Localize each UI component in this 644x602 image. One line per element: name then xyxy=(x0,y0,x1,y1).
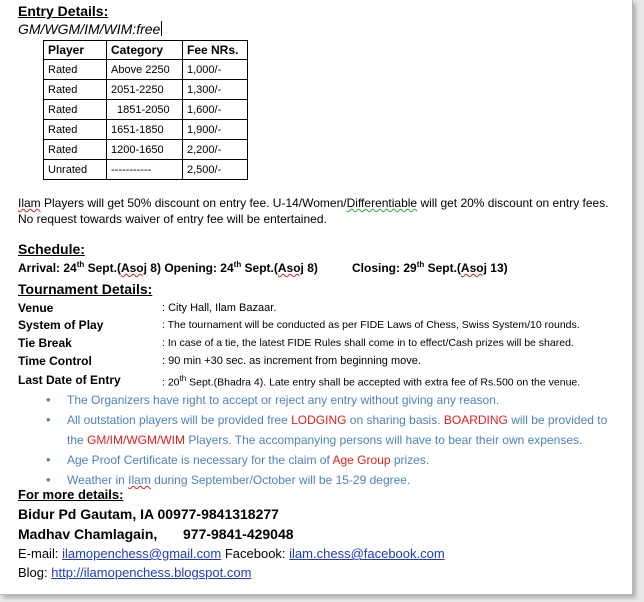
last-date-value xyxy=(162,374,580,389)
col-header-player: Player xyxy=(44,41,107,60)
venue-label: Venue xyxy=(18,301,54,315)
table-row xyxy=(44,120,248,140)
note-lodging-1: All outstation players will be provided free xyxy=(67,413,292,427)
cell-fee: 1,600/- xyxy=(183,100,248,120)
age-group-highlight: Age Group xyxy=(332,453,391,467)
free-entry-line xyxy=(18,21,162,37)
last-date-label: Last Date of Entry xyxy=(18,373,121,387)
note-age-2: prizes. xyxy=(390,453,430,467)
contact-person-2-phone: 977-9841-429048 xyxy=(183,526,294,542)
titles-highlight: GM/IM/WGM/WIM xyxy=(87,433,185,447)
cell-player: Rated xyxy=(44,60,107,80)
entry-fee-table xyxy=(43,40,248,180)
time-control-label: Time Control xyxy=(18,354,92,368)
discount-paragraph xyxy=(18,195,609,227)
cell-player: Unrated xyxy=(44,160,107,180)
list-item xyxy=(46,410,626,450)
lodging-highlight: LODGING xyxy=(291,413,347,427)
arrival-month: Sept.( xyxy=(84,261,121,275)
email-line xyxy=(18,546,445,561)
note-age-1: Age Proof Certificate is necessary for the claim of xyxy=(67,453,333,467)
ilam-word: Ilam xyxy=(18,196,41,210)
email-link[interactable]: ilamopenchess@gmail.com xyxy=(62,546,222,561)
arrival-sup: th xyxy=(76,260,85,269)
note-lodging-4: the xyxy=(67,433,88,447)
blog-line xyxy=(18,565,251,580)
note-weather-2: during September/October will be 15-29 degree. xyxy=(150,473,411,487)
note-lodging-3: will be provided to xyxy=(507,413,608,427)
last-date-text: : 20 xyxy=(162,376,180,389)
opening-sup: th xyxy=(233,260,242,269)
col-header-category: Category xyxy=(107,41,183,60)
last-date-sup: th xyxy=(179,374,187,383)
cell-player: Rated xyxy=(44,80,107,100)
email-label: E-mail: xyxy=(18,546,63,561)
note-organizers: The Organizers have right to accept or reject any entry without giving any reason. xyxy=(67,393,500,407)
schedule-heading: Schedule: xyxy=(18,241,85,257)
free-entry-text: GM/WGM/IM/WIM:free xyxy=(18,21,161,37)
system-label: System of Play xyxy=(18,318,104,332)
opening-asoj: Asoj xyxy=(277,261,304,275)
closing-day: 13) xyxy=(486,261,508,275)
arrival-text: Arrival: 24 xyxy=(18,261,77,275)
facebook-link[interactable]: ilam.chess@facebook.com xyxy=(289,546,445,561)
tournament-details-heading: Tournament Details: xyxy=(18,281,153,297)
blog-link[interactable]: http://ilamopenchess.blogspot.com xyxy=(51,565,252,580)
cell-category: 1200-1650 xyxy=(107,140,183,160)
table-row xyxy=(44,140,248,160)
closing-text: Closing: 29 xyxy=(352,261,417,275)
system-value: : The tournament will be conducted as per FIDE Laws of Chess, Swiss System/10 rounds. xyxy=(162,319,580,331)
last-date-rest: Sept.(Bhadra 4). Late entry shall be accepted with extra fee of Rs.500 on the venue. xyxy=(186,376,581,389)
arrival-asoj: Asoj xyxy=(120,261,147,275)
closing-sup: th xyxy=(416,260,425,269)
closing-asoj: Asoj xyxy=(460,261,487,275)
cell-category: 1851-2050 xyxy=(107,100,183,120)
table-header-row xyxy=(44,41,248,60)
facebook-label: Facebook: xyxy=(221,546,290,561)
closing-month: Sept.( xyxy=(424,261,461,275)
schedule-closing xyxy=(352,260,508,275)
time-control-value: : 90 min +30 sec. as increment from beginning move. xyxy=(162,355,421,367)
waiver-text: No request towards waiver of entry fee will be entertained. xyxy=(18,212,327,226)
table-row xyxy=(44,80,248,100)
note-lodging-5: Players. The accompanying persons will have to bear their own expenses. xyxy=(185,433,583,447)
cell-category: 2051-2250 xyxy=(107,80,183,100)
schedule-arrival-opening xyxy=(18,260,318,275)
cell-player: Rated xyxy=(44,120,107,140)
text-cursor xyxy=(161,21,162,36)
tiebreak-value: : In case of a tie, the latest FIDE Rules shall come in to effect/Cash prizes will be shared. xyxy=(162,337,574,349)
cell-fee: 1,000/- xyxy=(183,60,248,80)
opening-day: 8) xyxy=(303,261,318,275)
venue-value: : City Hall, Ilam Bazaar. xyxy=(162,302,277,314)
table-row xyxy=(44,100,248,120)
note-lodging-2: on sharing basis. xyxy=(346,413,444,427)
differentiable-word: Differentiable xyxy=(346,196,418,210)
cell-category: Above 2250 xyxy=(107,60,183,80)
cell-category: 1651-1850 xyxy=(107,120,183,140)
contact-person-2-name: Madhav Chamlagain, xyxy=(18,526,158,542)
entry-details-heading: Entry Details: xyxy=(18,3,109,19)
opening-text: Opening: 24 xyxy=(164,261,234,275)
arrival-day: 8) xyxy=(146,261,161,275)
cell-player: Rated xyxy=(44,100,107,120)
cell-player: Rated xyxy=(44,140,107,160)
discount-text-2: will get 20% discount on entry fees. xyxy=(417,196,609,210)
cell-fee: 1,900/- xyxy=(183,120,248,140)
tiebreak-label: Tie Break xyxy=(18,336,72,350)
table-row xyxy=(44,60,248,80)
cell-category: ----------- xyxy=(107,160,183,180)
cell-fee: 1,300/- xyxy=(183,80,248,100)
boarding-highlight: BOARDING xyxy=(443,413,508,427)
list-item xyxy=(46,450,626,470)
notes-list xyxy=(46,390,626,490)
col-header-fee: Fee NRs. xyxy=(183,41,248,60)
cell-fee: 2,200/- xyxy=(183,140,248,160)
contact-person-1: Bidur Pd Gautam, IA 00977-9841318277 xyxy=(18,506,279,522)
note-weather-1: Weather in xyxy=(67,473,129,487)
table-row xyxy=(44,160,248,180)
opening-month: Sept.( xyxy=(241,261,278,275)
discount-text-1: Players will get 50% discount on entry fee. U-14/Women/ xyxy=(40,196,347,210)
list-item xyxy=(46,470,626,490)
more-details-heading: For more details: xyxy=(18,487,124,502)
blog-label: Blog: xyxy=(18,565,52,580)
cell-fee: 2,500/- xyxy=(183,160,248,180)
list-item xyxy=(46,390,626,410)
weather-ilam: Ilam xyxy=(128,473,151,487)
